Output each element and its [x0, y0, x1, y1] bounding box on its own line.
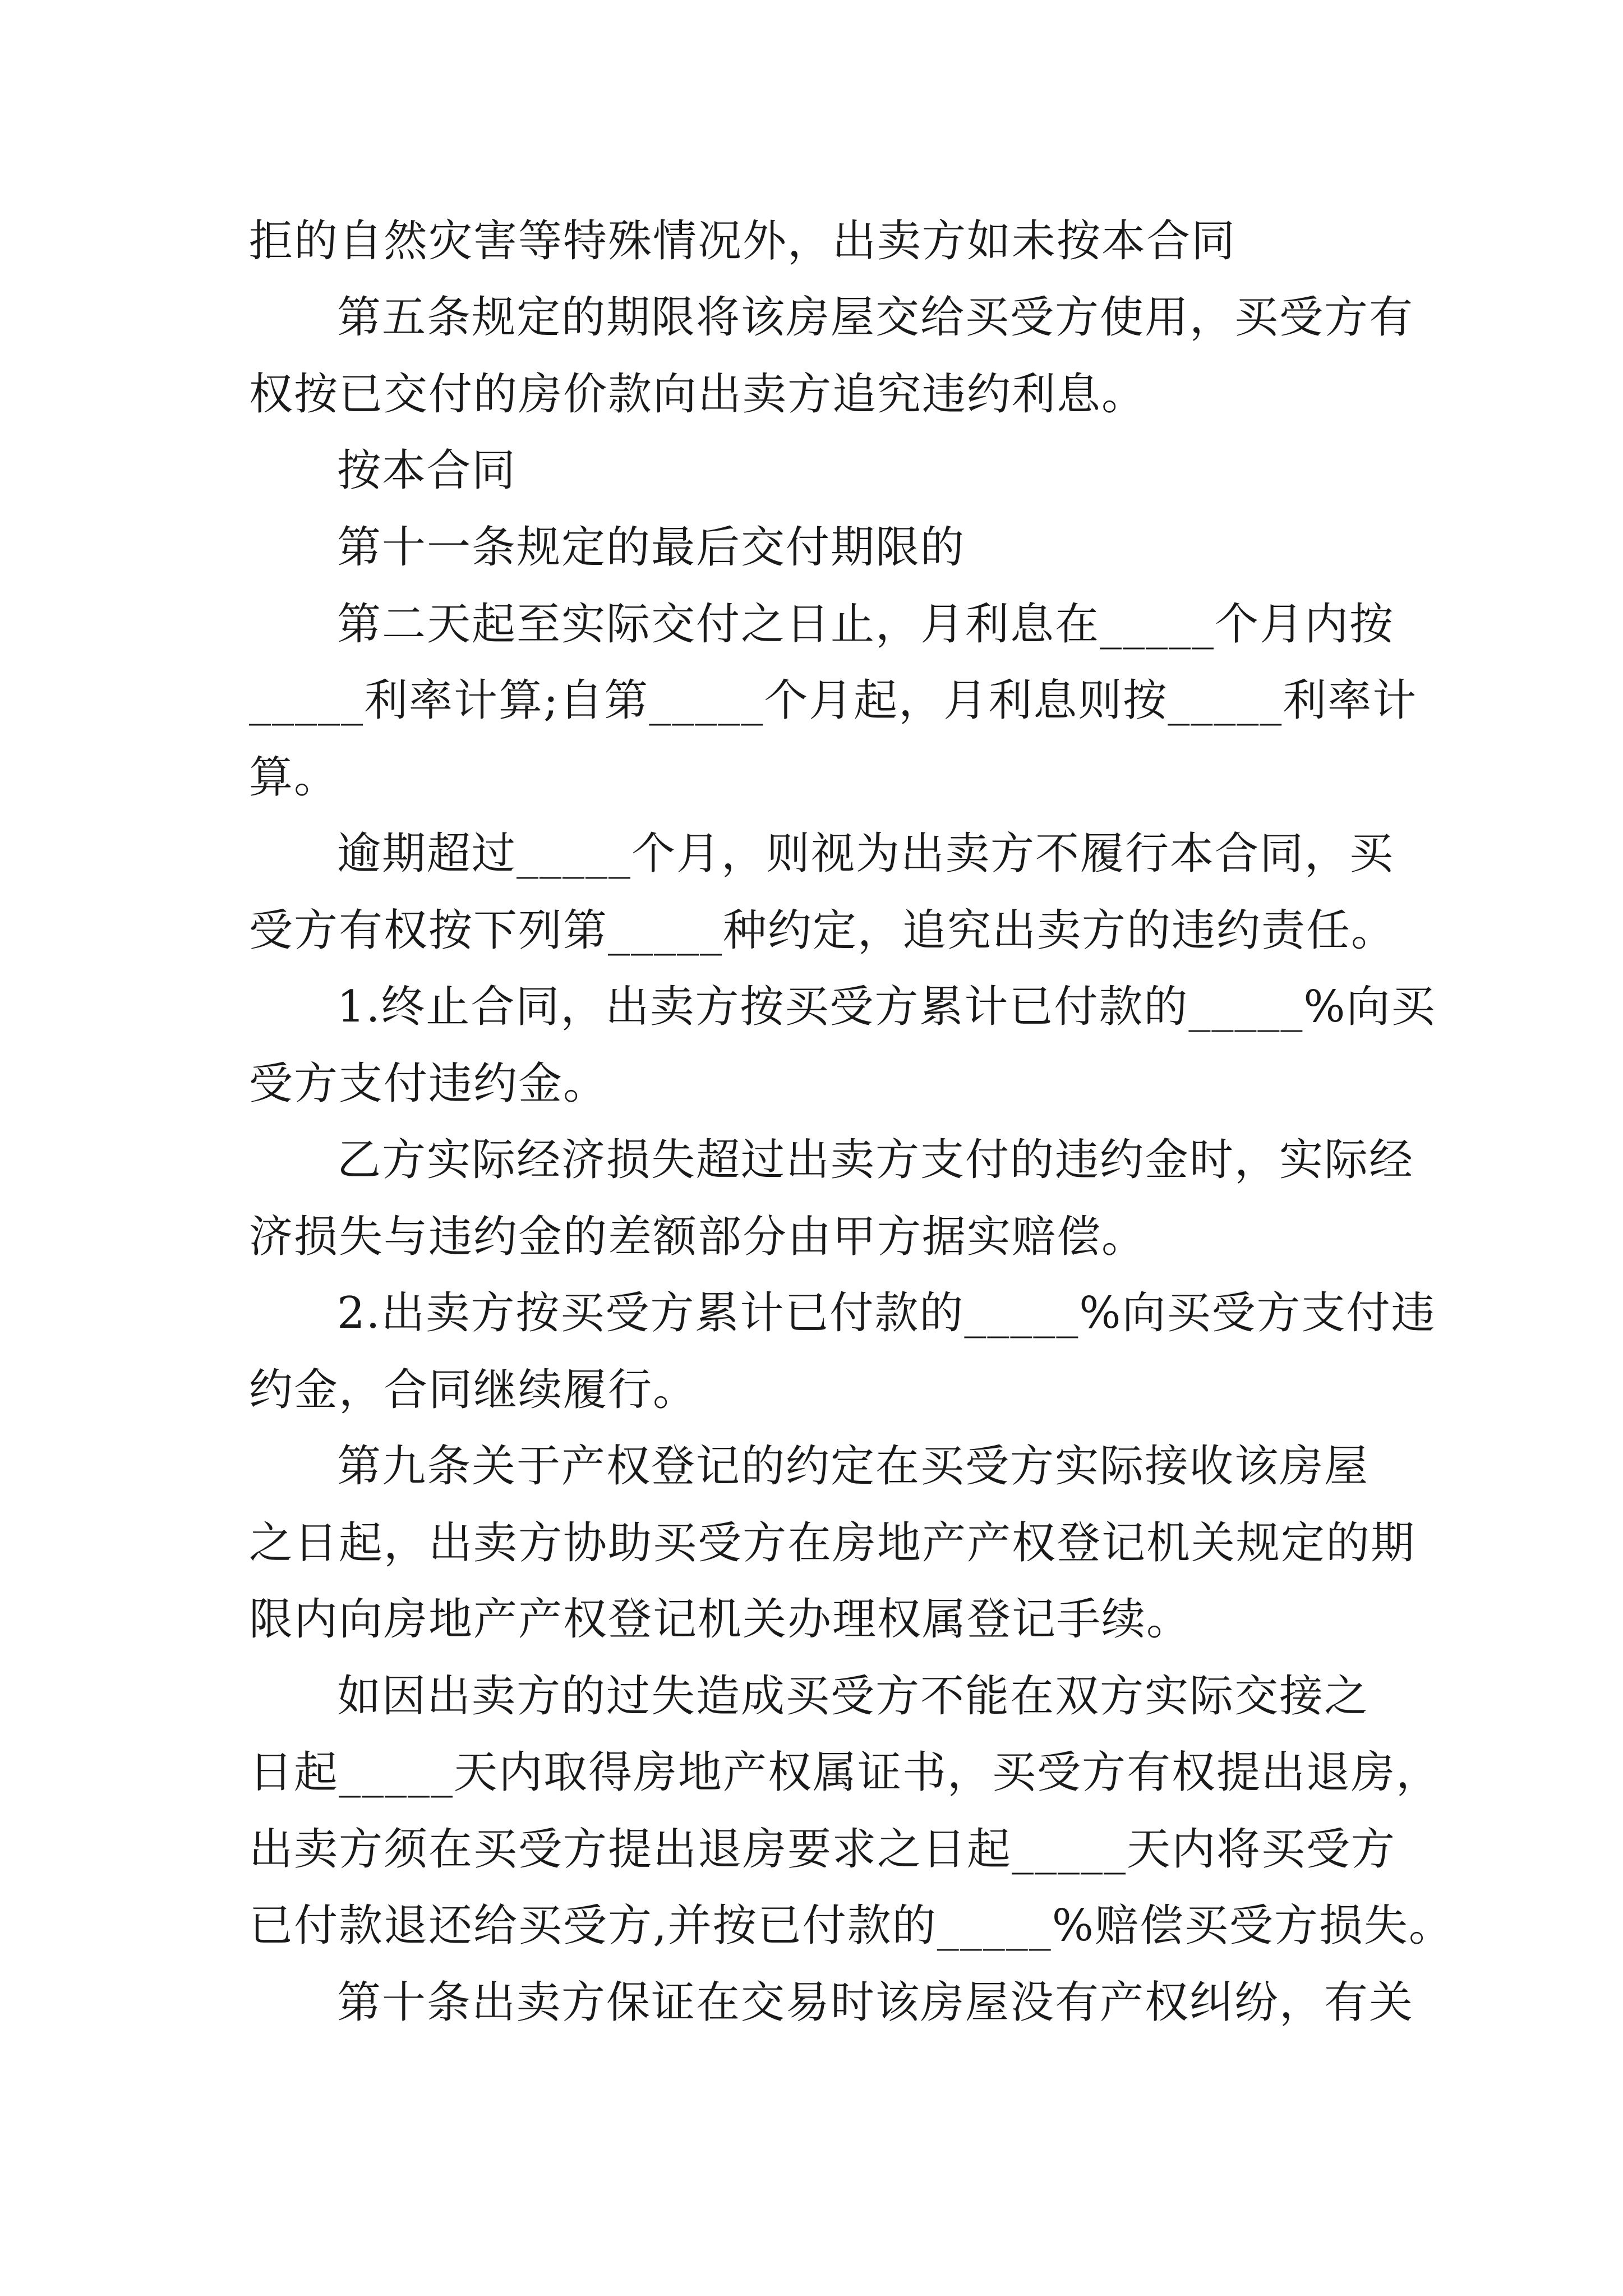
text-line: 逾期超过_____个月，则视为出卖方不履行本合同，买 [337, 829, 1395, 879]
text-line: 权按已交付的房价款向出卖方追究违约利息。 [249, 369, 1147, 420]
text-line: 受方支付违约金。 [249, 1059, 608, 1109]
text-line: 如因出卖方的过失造成买受方不能在双方实际交接之 [337, 1671, 1370, 1722]
text-line: 乙方实际经济损失超过出卖方支付的违约金时，实际经 [337, 1135, 1414, 1185]
text-line: 济损失与违约金的差额部分由甲方据实赔偿。 [249, 1212, 1147, 1262]
text-line: 出卖方须在买受方提出退房要求之日起_____天内将买受方 [249, 1824, 1396, 1875]
text-line: 1.终止合同，出卖方按买受方累计已付款的_____%向买 [337, 982, 1436, 1032]
text-line: 日起_____天内取得房地产权属证书，买受方有权提出退房， [249, 1747, 1441, 1798]
text-line: 第十条出卖方保证在交易时该房屋没有产权纠纷，有关 [337, 1977, 1414, 2028]
text-line: 之日起，出卖方协助买受方在房地产产权登记机关规定的期 [249, 1518, 1416, 1568]
text-line: 已付款退还给买受方,并按已付款的_____%赔偿买受方损失。 [249, 1901, 1454, 1951]
text-line: 拒的自然灾害等特殊情况外，出卖方如未按本合同 [249, 216, 1237, 266]
text-line: 约金，合同继续履行。 [249, 1365, 698, 1415]
text-line: 第九条关于产权登记的约定在买受方实际接收该房屋 [337, 1441, 1370, 1492]
text-line: 第十一条规定的最后交付期限的 [337, 522, 966, 573]
text-line: 算。 [249, 752, 339, 803]
text-line: 限内向房地产产权登记机关办理权属登记手续。 [249, 1594, 1192, 1645]
text-line: 第二天起至实际交付之日止，月利息在_____个月内按 [337, 599, 1395, 650]
text-line: _____利率计算;自第_____个月起，月利息则按_____利率计 [249, 675, 1418, 726]
text-line: 2.出卖方按买受方累计已付款的_____%向买受方支付违 [337, 1288, 1436, 1338]
text-line: 受方有权按下列第_____种约定，追究出卖方的违约责任。 [249, 905, 1396, 956]
text-line: 按本合同 [337, 445, 517, 496]
text-line: 第五条规定的期限将该房屋交给买受方使用，买受方有 [337, 292, 1414, 343]
